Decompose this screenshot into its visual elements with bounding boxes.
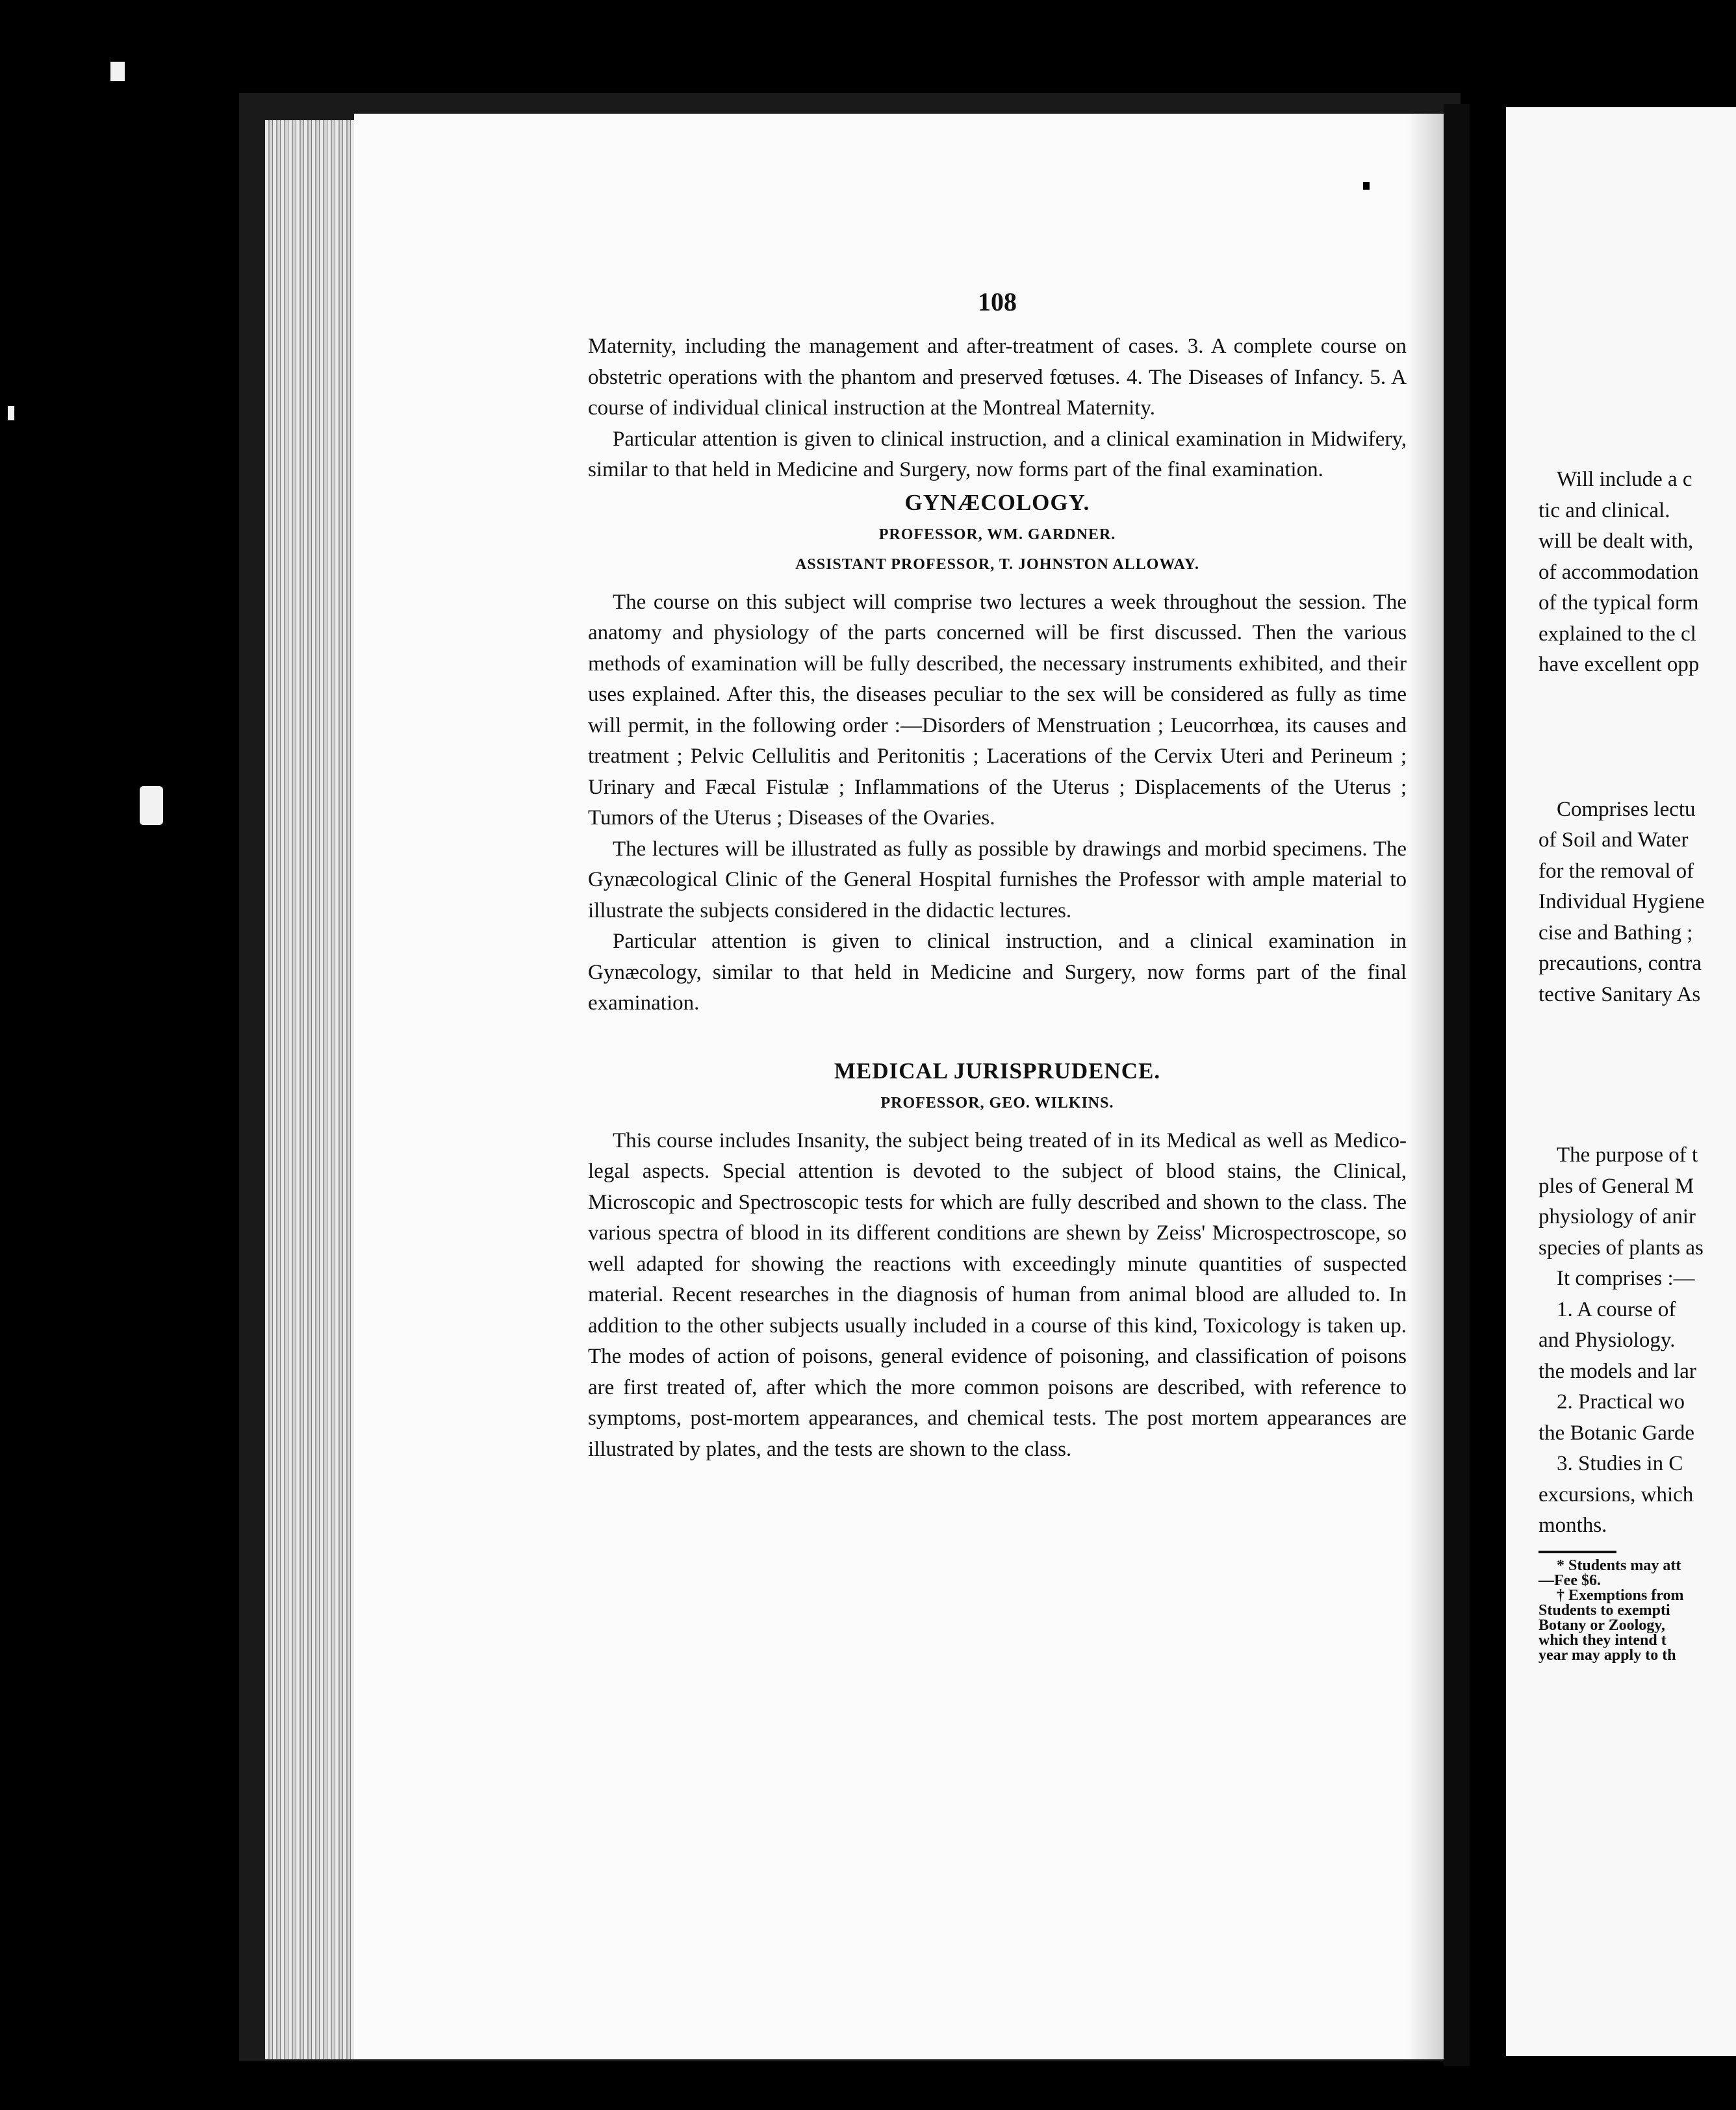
right-page	[1506, 107, 1736, 2056]
midwifery-note: Particular attention is given to clinical instruction, and a clinical examination in Midwifery, similar to that held in Medicine and Surgery, now forms part of the final examination.	[588, 427, 1407, 481]
text-line: physiology of anir	[1538, 1205, 1696, 1228]
jurisprudence-professor: PROFESSOR, GEO. WILKINS.	[880, 1094, 1114, 1112]
text-line: the models and lar	[1538, 1359, 1696, 1383]
text-line: 1. A course of	[1557, 1297, 1676, 1321]
footnote-line: Students to exempti	[1538, 1601, 1670, 1619]
gutter-shadow	[1444, 104, 1470, 2066]
page-edges	[265, 120, 363, 2059]
scan-speck	[1363, 182, 1370, 190]
right-page-text	[1538, 464, 1736, 1663]
scan-speck	[140, 786, 163, 825]
footnote-line: —Fee $6.	[1538, 1571, 1601, 1589]
gynaecology-assistant-professor: ASSISTANT PROFESSOR, T. JOHNSTON ALLOWAY.	[795, 555, 1199, 573]
gynaecology-paragraph-1: The course on this subject will comprise two lectures a week throughout the session. The anatomy and physiology of the parts concerned will be first discussed. Then the various methods of examination will be fully described, the necessary instruments exhibited, and their uses explained. After this, the diseases peculiar to the sex will be considered as fully as time will permit, in the following order :—Disorders of Menstruation ; Leucorrhœa, its causes and treatment ; Pelvic Cellulitis and Peritonitis ; Lacerations of the Cervix Uteri and Perineum ; Urinary and Fæcal Fistulæ ; Inflammations of the Uterus ; Displacements of the Uterus ; Tumors of the Uterus ; Diseases of the Ovaries.	[588, 590, 1407, 830]
text-line: and Physiology.	[1538, 1328, 1676, 1352]
gynaecology-paragraph-2: The lectures will be illustrated as fully as possible by drawings and morbid specimens. The Gynæcological Clinic of the General Hospital furnishes the Professor with ample material to illustrate the subjects considered in the didactic lectures.	[588, 837, 1407, 922]
text-line: Individual Hygiene	[1538, 890, 1705, 913]
gynaecology-paragraph-3: Particular attention is given to clinical instruction, and a clinical examination in Gynæcology, similar to that held in Medicine and Surgery, now forms part of the final examination.	[588, 930, 1407, 1015]
gynaecology-professor: PROFESSOR, WM. GARDNER.	[878, 526, 1116, 543]
right-block-2	[1538, 794, 1736, 1011]
text-line: of the typical form	[1538, 591, 1699, 615]
text-line: will be dealt with,	[1538, 529, 1694, 553]
text-line: precautions, contra	[1538, 952, 1702, 975]
footnote-line: * Students may att	[1557, 1557, 1681, 1574]
right-footnotes	[1538, 1558, 1736, 1663]
gynaecology-heading: GYNÆCOLOGY.	[904, 489, 1090, 515]
text-line: Comprises lectu	[1557, 797, 1696, 821]
jurisprudence-heading: MEDICAL JURISPRUDENCE.	[834, 1058, 1161, 1084]
text-line: tic and clinical.	[1538, 498, 1670, 522]
jurisprudence-paragraph-1: This course includes Insanity, the subject being treated of in its Medical as well as Medico-legal aspects. Special attention is devoted to the subject of blood stains, the Clinical, Microscopic and Spectroscopic tests for which are fully described and shown to the class. The various spectra of blood in its different conditions are shewn by Zeiss' Microspectroscope, so well adapted for showing the reactions with exceedingly minute quantities of suspected material. Recent researches in the diagnosis of human from animal blood are alluded to. In addition to the other subjects usually included in a course of this kind, Toxicology is taken up. The modes of action of poisons, general evidence of poisoning, and classification of poisons are first treated of, after which the more common poisons are described, with reference to symptoms, post-mortem appearances, and chemical tests. The post mortem appearances are illustrated by plates, and the tests are shown to the class.	[588, 1128, 1407, 1461]
footnote-line: which they intend t	[1538, 1631, 1666, 1649]
text-line: of Soil and Water	[1538, 828, 1689, 852]
scan-speck	[8, 406, 14, 420]
text-line: of accommodation	[1538, 560, 1699, 584]
text-line: The purpose of t	[1557, 1143, 1698, 1167]
footnote-rule	[1538, 1551, 1616, 1553]
text-line: species of plants as	[1538, 1236, 1704, 1260]
text-line: months.	[1538, 1514, 1607, 1537]
page-fold-shadow	[1407, 114, 1446, 2059]
text-line: It comprises :—	[1557, 1267, 1695, 1290]
scan-speck	[110, 62, 125, 81]
intro-paragraph: Maternity, including the management and after-treatment of cases. 3. A complete course on obstetric operations with the phantom and preserved fœtuses. 4. The Diseases of Infancy. 5. A course of individual clinical instruction at the Montreal Maternity.	[588, 335, 1407, 420]
text-line: have excellent opp	[1538, 653, 1700, 676]
text-line: 3. Studies in C	[1557, 1452, 1683, 1475]
text-line: explained to the cl	[1538, 622, 1696, 646]
text-line: the Botanic Garde	[1538, 1421, 1695, 1445]
page-number: 108	[978, 287, 1017, 316]
text-line: excursions, which	[1538, 1482, 1694, 1506]
text-line: ples of General M	[1538, 1174, 1694, 1198]
text-line: 2. Practical wo	[1557, 1390, 1685, 1414]
right-block-1	[1538, 464, 1736, 681]
left-page-text	[588, 286, 1407, 1465]
footnote-line: year may apply to th	[1538, 1646, 1676, 1664]
right-block-3	[1538, 1140, 1736, 1542]
text-line: Will include a c	[1557, 468, 1692, 491]
text-line: tective Sanitary As	[1538, 982, 1701, 1006]
text-line: cise and Bathing ;	[1538, 921, 1693, 945]
text-line: for the removal of	[1538, 859, 1694, 883]
footnote-line: † Exemptions from	[1557, 1586, 1684, 1604]
footnote-line: Botany or Zoology,	[1538, 1616, 1665, 1634]
